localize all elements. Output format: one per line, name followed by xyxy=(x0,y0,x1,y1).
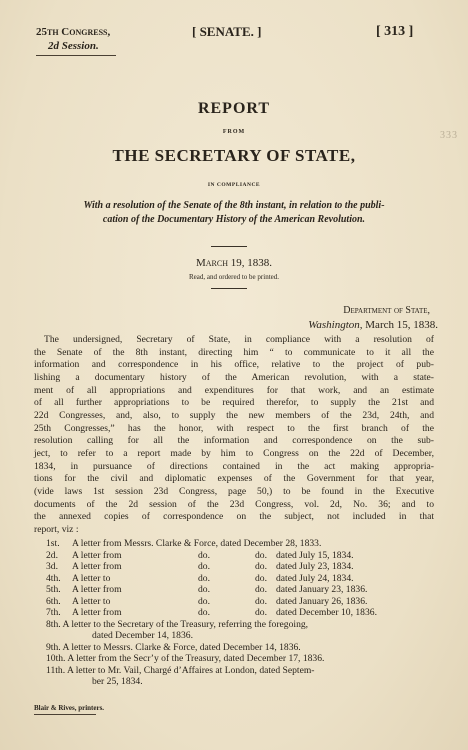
ditto-mark: do. xyxy=(198,549,210,561)
ditto-mark: do. xyxy=(198,584,210,595)
enclosure-item xyxy=(46,573,426,585)
enclosure-text: A letter from xyxy=(72,561,122,572)
resolution-line: cation of the Documentary History of the American Revolution. xyxy=(102,214,366,225)
body-line: the Senate of the 8th instant, directing him “ to communicate to it all the xyxy=(34,346,434,358)
enclosure-date: dated January 26, 1836. xyxy=(276,595,368,607)
enclosure-item xyxy=(46,596,426,608)
ditto-mark: do. xyxy=(255,595,267,607)
ditto-mark: do. xyxy=(255,561,267,572)
enclosure-date: dated July 24, 1834. xyxy=(276,572,354,584)
enclosure-item xyxy=(46,538,426,550)
enclosure-number: 5th. xyxy=(46,584,61,595)
ditto-mark: do. xyxy=(255,572,267,584)
body-paragraph xyxy=(34,334,434,537)
enclosure-text: A letter from xyxy=(72,549,122,561)
body-line: information and correspondence in his office, relative to the project of pub- xyxy=(34,359,434,371)
marginal-note: 333 xyxy=(440,130,458,141)
body-line: the annexed copies of correspondence on the subject, not included in that xyxy=(34,511,434,523)
divider-rule xyxy=(211,288,247,289)
chamber-label: [ SENATE. ] xyxy=(192,24,262,39)
report-heading: REPORT xyxy=(197,100,271,117)
session-label: 2d Session. xyxy=(48,40,99,52)
enclosure-number: 1st. xyxy=(46,538,60,549)
body-line: lishing a documentary history of the American revolution, with a state- xyxy=(34,371,434,383)
enclosure-number: 2d. xyxy=(46,549,58,561)
dateline xyxy=(308,319,438,331)
enclosure-number: 6th. xyxy=(46,595,61,607)
secretary-heading: THE SECRETARY OF STATE, xyxy=(112,146,356,165)
congress-label: 25th Congress, xyxy=(36,26,111,38)
read-note: Read, and ordered to be printed. xyxy=(189,273,279,281)
enclosure-number: 4th. xyxy=(46,572,61,584)
enclosure-date: dated December 10, 1836. xyxy=(276,607,377,618)
document-date: March 19, 1838. xyxy=(195,257,272,269)
ditto-mark: do. xyxy=(255,584,267,595)
from-label: FROM xyxy=(222,129,246,135)
ditto-mark: do. xyxy=(198,561,210,572)
enclosure-item: 10th. A letter from the Secr’y of the Treasury, dated December 17, 1836. xyxy=(46,653,325,664)
body-line: report, viz : xyxy=(34,523,79,535)
body-line: resolution calling for all the information and correspondence on the sub- xyxy=(34,435,434,447)
enclosure-item xyxy=(46,607,426,619)
body-line: (vide laws 1st session 23d Congress, page 50,) to be found in the Executive xyxy=(34,485,434,497)
dateline-date: March 15, 1838. xyxy=(362,319,438,331)
body-line: tions for the civil and diplomatic expenses of the Government for that year, xyxy=(34,473,434,485)
ditto-mark: do. xyxy=(198,572,210,584)
enclosure-date: dated July 23, 1834. xyxy=(276,561,354,572)
ditto-mark: do. xyxy=(198,595,210,607)
enclosure-text: A letter to xyxy=(72,572,111,584)
ditto-mark: do. xyxy=(255,607,267,618)
enclosure-item xyxy=(46,584,426,596)
enclosure-continuation: ber 25, 1834. xyxy=(92,676,143,687)
enclosure-date: dated July 15, 1834. xyxy=(276,549,354,561)
body-line: documents of the 2d session of the 23d Congress, vol. 2d, No. 36; and to xyxy=(34,498,434,510)
body-line: of all further appropriations to be required therefor, to supply the 21st and xyxy=(34,397,434,409)
enclosure-number: 3d. xyxy=(46,561,58,572)
ditto-mark: do. xyxy=(198,607,210,618)
body-line: The undersigned, Secretary of State, in compliance with a resolution of xyxy=(44,334,434,345)
enclosure-continuation: dated December 14, 1836. xyxy=(92,630,193,641)
department-heading: Department of State, xyxy=(343,305,430,316)
body-line: ment of all appropriations and expenditures for that work, and an estimate xyxy=(34,384,434,396)
enclosure-text: A letter from Messrs. Clarke & Force, dated December 28, 1833. xyxy=(72,538,322,549)
enclosure-item xyxy=(46,561,426,573)
enclosure-date: dated January 23, 1836. xyxy=(276,584,368,595)
printers-underline xyxy=(34,714,96,715)
enclosure-number: 7th. xyxy=(46,607,61,618)
enclosure-text: A letter from xyxy=(72,607,122,618)
body-line: 22d Congresses, and, also, to supply the new members of the 23d, 24th, and xyxy=(34,409,434,421)
page-number: [ 313 ] xyxy=(376,24,414,39)
resolution-subtitle xyxy=(38,199,430,227)
divider-rule xyxy=(211,246,247,247)
enclosure-list xyxy=(46,538,426,688)
printers-imprint: Blair & Rives, printers. xyxy=(34,704,105,712)
body-line: 25th Congresses,” has the honor, with respect to the first branch of the xyxy=(34,422,434,434)
body-line: ject, to refer to a report made by him to Congress on the 22d of December, xyxy=(34,447,434,459)
dateline-place: Washington, xyxy=(308,319,363,331)
enclosure-text: A letter from xyxy=(72,584,122,595)
resolution-line: With a resolution of the Senate of the 8th instant, in relation to the publi- xyxy=(83,200,385,211)
enclosure-text: A letter to xyxy=(72,595,111,607)
compliance-label: IN COMPLIANCE xyxy=(207,182,261,188)
enclosure-item: 8th. A letter to the Secretary of the Treasury, referring the foregoing, xyxy=(46,618,309,630)
enclosure-item: 9th. A letter to Messrs. Clarke & Force, dated December 14, 1836. xyxy=(46,641,301,653)
enclosure-item xyxy=(46,550,426,562)
ditto-mark: do. xyxy=(255,549,267,561)
enclosure-item: 11th. A letter to Mr. Vail, Chargé d’Affaires at London, dated Septem- xyxy=(46,664,315,676)
body-line: 1834, in pursuance of directions contained in the act making appropria- xyxy=(34,460,434,472)
session-underline xyxy=(36,55,116,56)
